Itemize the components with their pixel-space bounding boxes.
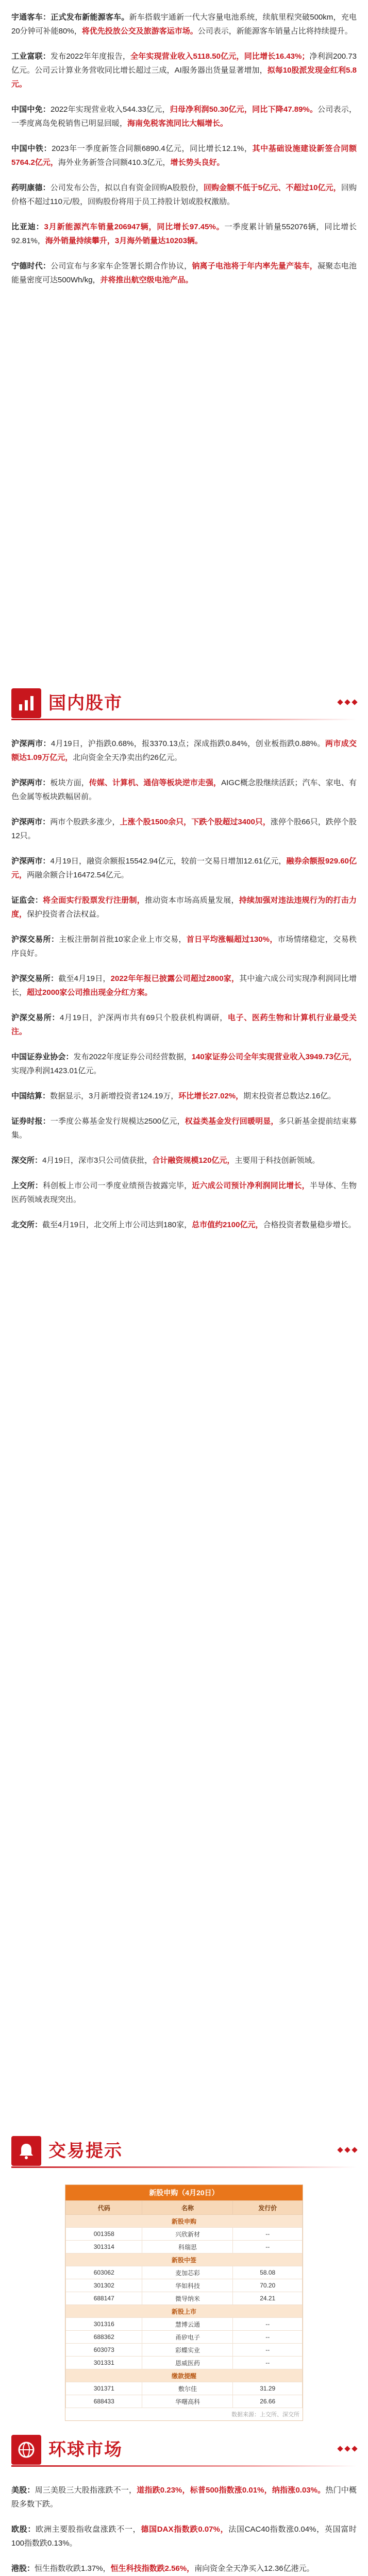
news-paragraph — [11, 1050, 357, 1078]
table-cell: 微导纳米 — [142, 2292, 233, 2305]
section-header-domestic — [0, 685, 368, 732]
news-paragraph — [11, 49, 357, 91]
table-row — [66, 2318, 303, 2331]
news-paragraph — [11, 1154, 357, 1167]
body-text: 期末投资者总数达2.16亿。 — [243, 1092, 336, 1100]
body-text: 公司宣布与多家车企签署长期合作协议， — [51, 262, 192, 270]
body-text: 2022年实现营业收入544.33亿元， — [51, 105, 170, 114]
table-cell: 甬矽电子 — [142, 2331, 233, 2344]
body-text: 新车搭载宇通新一代大容量电池系统，续航里程突破500km，充电20分钟可补能80%， — [11, 13, 357, 36]
chart-icon — [11, 688, 41, 718]
decor-diamonds-icon — [335, 2145, 357, 2155]
column-header: 发行价 — [233, 2201, 303, 2215]
table-row — [66, 2279, 303, 2292]
highlight-text: 140家证券公司全年实现营业收入3949.73亿元， — [191, 1053, 357, 1061]
section-title: 国内股市 — [48, 693, 123, 713]
table-cell: 688147 — [66, 2292, 142, 2305]
paragraph-lead: 中国结算： — [11, 1092, 51, 1100]
table-cell: -- — [233, 2318, 303, 2331]
table-cell: 603062 — [66, 2266, 142, 2279]
section-banner — [11, 685, 357, 721]
highlight-text: 持续加强对违法违规行为的打击力度， — [11, 896, 357, 919]
paragraph-lead: 沪深两市： — [11, 857, 51, 866]
table-cell: 31.29 — [233, 2382, 303, 2395]
table-cell: -- — [233, 2331, 303, 2344]
highlight-text: 合计融资规模120亿元， — [152, 1156, 235, 1165]
highlight-text: 融券余额报929.60亿元， — [11, 857, 357, 879]
bell-icon — [11, 2136, 41, 2166]
news-paragraph — [11, 142, 357, 170]
paragraph-lead: 港股： — [11, 2564, 35, 2573]
table-cell: -- — [233, 2357, 303, 2369]
table-row — [66, 2292, 303, 2305]
highlight-text: 恒生科技指数跌2.56%， — [110, 2564, 195, 2573]
paragraph-lead: 欧股： — [11, 2525, 36, 2534]
highlight-text: 3月新能源汽车销量206947辆，同比增长97.45%。 — [44, 223, 225, 231]
body-text: 净利润200.73亿元。公司云计算业务营收同比增长超过三成，AI服务器出货量显著增加， — [11, 52, 357, 75]
table-row — [66, 2266, 303, 2279]
paragraph-lead: 中国证券业协会： — [11, 1053, 74, 1061]
highlight-text: 将全面实行股票发行注册制， — [42, 896, 145, 905]
news-paragraph — [11, 776, 357, 804]
company-news-section — [0, 10, 368, 675]
table-cell: 慧博云通 — [142, 2318, 233, 2331]
highlight-text: 权益类基金发行回暖明显， — [185, 1117, 279, 1126]
body-text: 市场情绪稳定，交易秩序良好。 — [11, 935, 357, 958]
table-row — [66, 2241, 303, 2253]
table-row — [66, 2357, 303, 2369]
highlight-text: 2022年年报已披露公司超过2800家， — [110, 974, 240, 983]
news-paragraph — [11, 1089, 357, 1103]
divider — [11, 2166, 357, 2168]
body-text: 热门中概股多数下跌。 — [11, 2486, 357, 2509]
paragraph-lead: 宁德时代： — [11, 262, 51, 270]
paragraph-lead: 证监会： — [11, 896, 43, 905]
body-text: 欧洲主要股指收盘涨跌不一， — [36, 2525, 141, 2534]
highlight-text: 首日平均涨幅超过130%， — [186, 935, 278, 944]
paragraph-lead: 沪深两市： — [11, 818, 51, 826]
news-paragraph — [11, 1011, 357, 1039]
news-paragraph — [11, 259, 357, 287]
news-paragraph — [11, 2562, 357, 2575]
table-cell: 688433 — [66, 2395, 142, 2408]
paragraph-lead: 宇通客车： — [11, 13, 51, 22]
news-paragraph — [11, 103, 357, 130]
table-group-row — [66, 2305, 303, 2318]
paragraph-lead: 深交所： — [11, 1156, 43, 1165]
column-header: 代码 — [66, 2201, 142, 2215]
paragraph-lead: 中国中免： — [11, 105, 51, 114]
table-cell: 24.21 — [233, 2292, 303, 2305]
paragraph-lead: 证券时报： — [11, 1117, 51, 1126]
highlight-text: 总市值约2100亿元， — [192, 1221, 263, 1229]
table-cell: 301316 — [66, 2318, 142, 2331]
table-cell: -- — [233, 2228, 303, 2241]
paragraph-lead: 中国中铁： — [11, 144, 52, 153]
body-text: 合格投资者数量稳步增长。 — [263, 1221, 356, 1229]
highlight-text: 传媒、计算机、通信等板块逆市走强， — [89, 778, 222, 787]
body-text: 恒生指数收跌1.37%， — [35, 2564, 111, 2573]
section-banner — [11, 2432, 357, 2468]
body-text: 凝聚态电池能量密度可达500Wh/kg， — [11, 262, 357, 284]
body-text: 一季度累计销量552076辆，同比增长92.81%， — [11, 223, 357, 245]
paragraph-lead: 上交所： — [11, 1181, 43, 1190]
body-text: 涨停个股66只，跌停个股12只。 — [11, 818, 357, 840]
highlight-text: 环比增长27.02%， — [178, 1092, 244, 1100]
news-paragraph — [11, 854, 357, 882]
news-paragraph — [11, 10, 357, 38]
column-header: 名称 — [142, 2201, 233, 2215]
ipo-table-section — [0, 2184, 368, 2427]
body-text: 截至4月19日， — [58, 974, 111, 983]
body-text: 周三美股三大股指涨跌不一， — [35, 2486, 137, 2495]
highlight-text: 拟每10股派发现金红利5.8元。 — [11, 66, 357, 89]
table-row — [66, 2228, 303, 2241]
news-paragraph — [11, 2522, 357, 2550]
section-title: 环球市场 — [48, 2440, 123, 2460]
section-title: 交易提示 — [48, 2141, 123, 2161]
body-text: 发布2022年年度报告， — [50, 52, 131, 61]
paragraph-lead: 沪深两市： — [11, 739, 51, 748]
body-text: 2023年一季度新签合同额6890.4亿元，同比增长12.1%， — [52, 144, 253, 153]
news-paragraph — [11, 1179, 357, 1207]
highlight-text: 上涨个股1500余只，下跌个股超过3400只， — [120, 818, 271, 826]
table-row — [66, 2395, 303, 2408]
news-paragraph — [11, 2483, 357, 2511]
highlight-text: 其中基础设施建设新签合同额5764.2亿元， — [11, 144, 357, 167]
table-cell: 敷尔佳 — [142, 2382, 233, 2395]
body-text: 4月19日，融资余额报15542.94亿元，较前一交易日增加12.61亿元， — [50, 857, 287, 866]
body-text: 一季度公募基金发行规模达2500亿元， — [50, 1117, 185, 1126]
highlight-text: 道指跌0.23%，标普500指数涨0.01%，纳指涨0.03%。 — [137, 2486, 326, 2495]
ipo-table — [65, 2184, 303, 2421]
body-text: AIGC概念股继续活跃；汽车、家电、有色金属等板块跌幅居前。 — [11, 778, 357, 801]
section-banner — [11, 2133, 357, 2169]
body-text: 北向资金全天净卖出约26亿元。 — [73, 753, 182, 762]
group-label: 新股申购 — [66, 2215, 303, 2228]
ipo-grid — [65, 2200, 303, 2408]
paragraph-lead: 沪深两市： — [11, 778, 51, 787]
body-text: 主板注册制首批10家企业上市交易， — [59, 935, 187, 944]
paragraph-lead: 北交所： — [11, 1221, 43, 1229]
body-text: 正式发布新能源客车。 — [51, 13, 129, 22]
highlight-text: 将优先投放公交及旅游客运市场。 — [81, 27, 198, 36]
table-cell: -- — [233, 2344, 303, 2357]
body-text: 主要用于科技创新领域。 — [235, 1156, 320, 1165]
table-cell: 301371 — [66, 2382, 142, 2395]
domestic-market-section — [0, 737, 368, 2128]
body-text: 半导体、生物医药领域表现突出。 — [11, 1181, 357, 1204]
table-cell: 恩威医药 — [142, 2357, 233, 2369]
paragraph-lead: 比亚迪： — [11, 223, 44, 231]
news-paragraph — [11, 737, 357, 765]
table-cell: 兴欣新材 — [142, 2228, 233, 2241]
table-cell: 58.08 — [233, 2266, 303, 2279]
paragraph-lead: 沪深交易所： — [11, 1013, 60, 1022]
body-text: 发布2022年度证券公司经营数据， — [73, 1053, 192, 1061]
body-text: 海外业务新签合同额410.3亿元， — [58, 158, 171, 167]
table-cell: 70.20 — [233, 2279, 303, 2292]
highlight-text: 增长势头良好。 — [170, 158, 225, 167]
table-cell: 301314 — [66, 2241, 142, 2253]
globe-icon — [11, 2435, 41, 2465]
paragraph-lead: 药明康德： — [11, 183, 51, 192]
group-label: 缴款提醒 — [66, 2369, 303, 2382]
highlight-text: 海外销量持续攀升，3月海外销量达10203辆。 — [45, 236, 203, 245]
table-source: 数据来源：上交所、深交所 — [231, 2412, 299, 2418]
table-cell: 26.66 — [233, 2395, 303, 2408]
group-label: 新股上市 — [66, 2305, 303, 2318]
paragraph-lead: 工业富联： — [11, 52, 51, 61]
table-group-row — [66, 2369, 303, 2382]
body-text: 实现净利润1423.01亿元。 — [11, 1066, 102, 1075]
body-text: 其中逾六成公司实现净利润同比增长， — [11, 974, 357, 997]
highlight-text: 并将推出航空级电池产品。 — [100, 276, 193, 284]
body-text: 4月19日，沪指跌0.68%，报3370.13点；深成指跌0.84%，创业板指跌0.88%。 — [51, 739, 325, 748]
table-cell: 688362 — [66, 2331, 142, 2344]
body-text: 法国CAC40指数涨0.04%，英国富时100指数跌0.13%。 — [11, 2525, 357, 2548]
highlight-text: 德国DAX指数跌0.07%， — [141, 2525, 229, 2534]
table-row — [66, 2331, 303, 2344]
section-header-trading — [0, 2133, 368, 2179]
divider — [11, 719, 357, 720]
body-text: 4月19日，深市3只公司债获批， — [42, 1156, 153, 1165]
table-cell: 华如科技 — [142, 2279, 233, 2292]
table-cell: 麦加芯彩 — [142, 2266, 233, 2279]
body-text: 南向资金全天净买入12.36亿港元。 — [194, 2564, 314, 2573]
table-group-row — [66, 2215, 303, 2228]
table-row — [66, 2382, 303, 2395]
decor-diamonds-icon — [335, 698, 357, 707]
body-text: 公司表示，新能源客车销量占比将持续提升。 — [197, 27, 353, 36]
highlight-text: 近六成公司预计净利润同比增长， — [192, 1181, 310, 1190]
body-text: 推动资本市场高质量发展， — [144, 896, 239, 905]
table-cell: 301302 — [66, 2279, 142, 2292]
paragraph-lead: 美股： — [11, 2486, 35, 2495]
body-text: 两市个股跌多涨少， — [50, 818, 120, 826]
body-text: 回购价格不超过110元/股，回购股份将用于员工持股计划或股权激励。 — [11, 183, 357, 206]
group-label: 新股中签 — [66, 2253, 303, 2266]
paragraph-lead: 沪深交易所： — [11, 974, 59, 983]
divider — [11, 2465, 357, 2467]
table-row — [66, 2344, 303, 2357]
highlight-text: 钠离子电池将于年内率先量产装车， — [192, 262, 318, 270]
news-paragraph — [11, 1218, 357, 1232]
table-cell: 001358 — [66, 2228, 142, 2241]
news-paragraph — [11, 220, 357, 248]
news-paragraph — [11, 933, 357, 960]
highlight-text: 电子、医药生物和计算机行业最受关注。 — [11, 1013, 357, 1036]
highlight-text: 海南免税客流同比大幅增长。 — [127, 119, 228, 128]
news-paragraph — [11, 1114, 357, 1142]
decor-diamonds-icon — [335, 2444, 357, 2453]
table-cell: 603073 — [66, 2344, 142, 2357]
highlight-text: 超过2000家公司推出现金分红方案。 — [27, 988, 153, 997]
body-text: 公司发布公告，拟以自有资金回购A股股份， — [50, 183, 204, 192]
news-paragraph — [11, 181, 357, 209]
table-cell: -- — [233, 2241, 303, 2253]
body-text: 两融余额合计16472.54亿元。 — [27, 871, 129, 879]
body-text: 板块方面， — [50, 778, 89, 787]
table-cell: 彩蝶实业 — [142, 2344, 233, 2357]
body-text: 公司表示，一季度离岛免税销售已明显回暖， — [11, 105, 357, 128]
paragraph-lead: 沪深交易所： — [11, 935, 59, 944]
highlight-text: 回购金额不低于5亿元、不超过10亿元， — [203, 183, 341, 192]
body-text: 保护投资者合法权益。 — [27, 910, 105, 919]
table-cell: 科瑞思 — [142, 2241, 233, 2253]
news-paragraph — [11, 972, 357, 999]
table-cell: 301331 — [66, 2357, 142, 2369]
table-cell: 华曙高科 — [142, 2395, 233, 2408]
table-group-row — [66, 2253, 303, 2266]
global-market-section — [0, 2483, 368, 2576]
table-title: 新股申购（4月20日） — [65, 2185, 303, 2200]
highlight-text: 归母净利润50.30亿元，同比下降47.89%。 — [170, 105, 318, 114]
highlight-text: 两市成交额达1.09万亿元， — [11, 739, 357, 762]
body-text: 4月19日，沪深两市共有69只个股获机构调研， — [60, 1013, 228, 1022]
highlight-text: 全年实现营业收入5118.50亿元，同比增长16.43%； — [130, 52, 310, 61]
body-text: 科创板上市公司一季度业绩预告披露完毕， — [42, 1181, 192, 1190]
news-paragraph — [11, 893, 357, 921]
body-text: 多只新基金提前结束募集。 — [11, 1117, 357, 1140]
body-text: 截至4月19日，北交所上市公司达到180家， — [42, 1221, 192, 1229]
body-text: 数据显示，3月新增投资者124.19万， — [50, 1092, 179, 1100]
news-paragraph — [11, 815, 357, 843]
section-header-global — [0, 2432, 368, 2478]
